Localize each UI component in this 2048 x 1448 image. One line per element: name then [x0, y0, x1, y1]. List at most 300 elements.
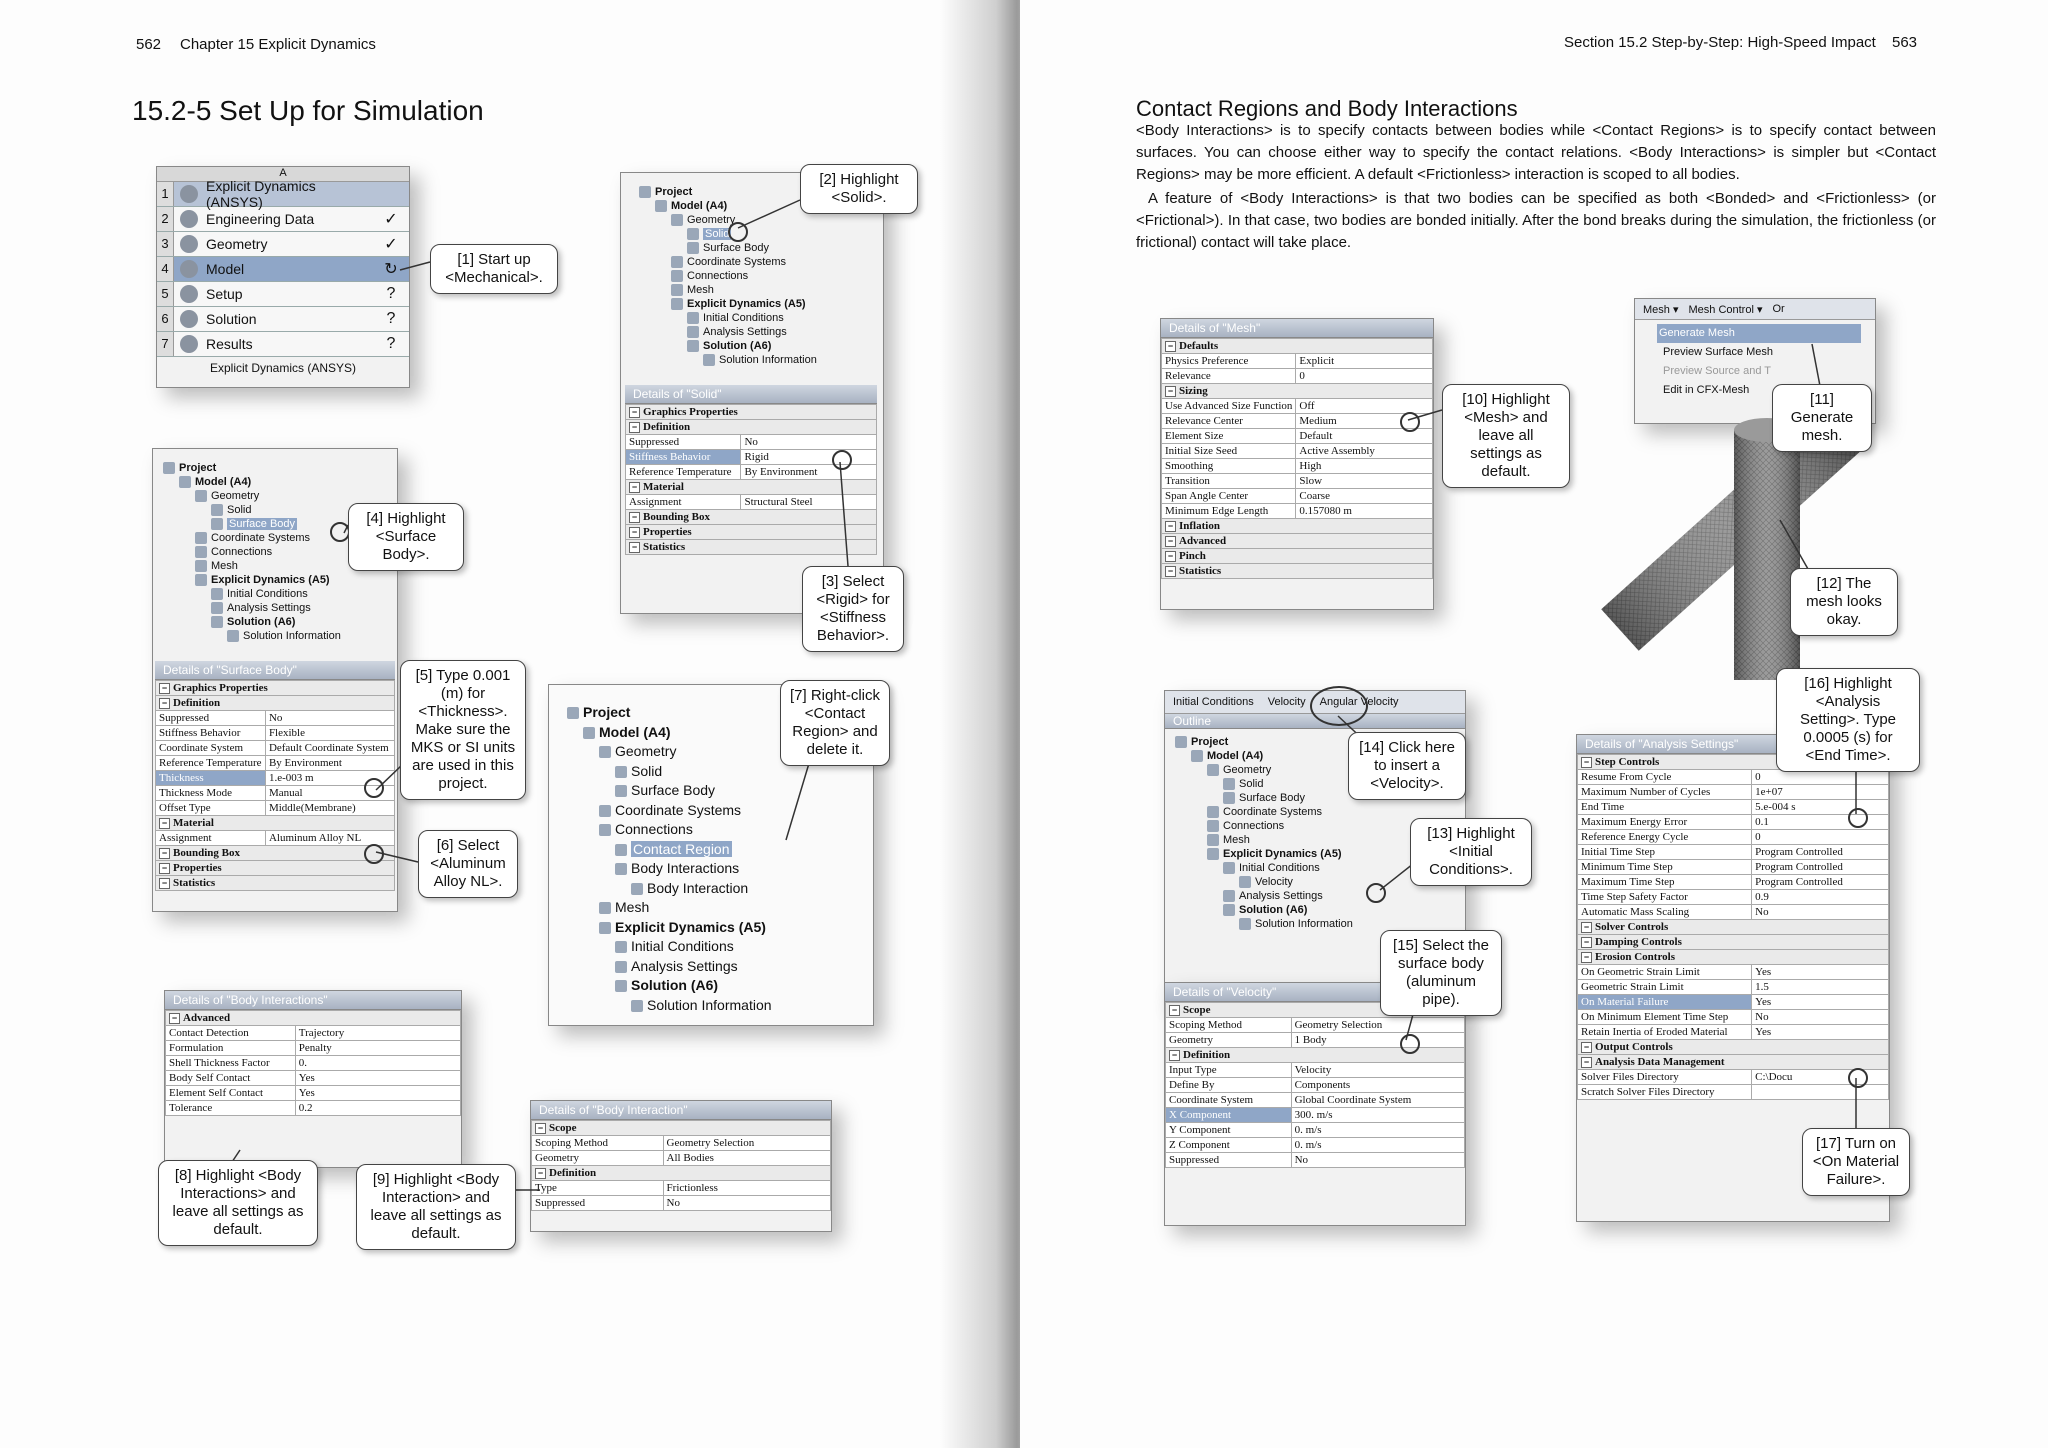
mesh-control-dropdown[interactable]: Mesh Control ▾ — [1688, 303, 1763, 316]
details-value[interactable]: No — [1291, 1153, 1464, 1168]
tree-node-label: Connections — [687, 270, 749, 282]
details-key: Stiffness Behavior — [626, 450, 741, 465]
status-icon: ✓ — [384, 236, 398, 253]
details-value[interactable]: Program Controlled — [1752, 860, 1889, 875]
details-value[interactable]: Default — [1296, 429, 1433, 444]
tree-node[interactable] — [1175, 917, 1353, 931]
group-label: Step Controls — [1595, 756, 1660, 768]
details-value[interactable]: Default Coordinate System — [265, 741, 394, 756]
details-row[interactable] — [532, 1196, 831, 1211]
tree-node[interactable] — [163, 503, 341, 517]
details-value[interactable]: Active Assembly — [1296, 444, 1433, 459]
tree-node[interactable] — [1175, 903, 1353, 917]
details-row[interactable] — [1162, 549, 1433, 564]
details-value[interactable]: Explicit — [1296, 354, 1433, 369]
expand-icon[interactable]: − — [159, 683, 170, 694]
details-value[interactable]: Velocity — [1291, 1063, 1464, 1078]
details-value[interactable]: 1 Body — [1291, 1033, 1464, 1048]
details-row[interactable] — [1162, 414, 1433, 429]
details-group[interactable] — [532, 1121, 831, 1136]
details-group[interactable] — [156, 816, 395, 831]
schematic-caption: Explicit Dynamics (ANSYS) — [209, 361, 357, 375]
tree-node[interactable] — [567, 996, 772, 1016]
details-row[interactable] — [1166, 1048, 1465, 1063]
menu-preview-source[interactable]: Preview Source and T — [1663, 365, 1772, 377]
expand-icon[interactable]: − — [159, 698, 170, 709]
details-value[interactable]: No — [1752, 1010, 1889, 1025]
toolbar-overflow[interactable]: Or — [1772, 303, 1785, 315]
details-group[interactable] — [156, 861, 395, 876]
expand-icon[interactable]: − — [629, 512, 640, 523]
details-row[interactable] — [1162, 519, 1433, 534]
details-row[interactable] — [1578, 1085, 1889, 1100]
details-row[interactable] — [1578, 995, 1889, 1010]
expand-icon[interactable]: − — [535, 1123, 546, 1134]
details-row[interactable] — [156, 741, 395, 756]
tree-node[interactable] — [567, 801, 772, 821]
tree-node[interactable] — [163, 461, 341, 475]
tree-node[interactable] — [163, 629, 341, 643]
expand-icon[interactable]: − — [629, 542, 640, 553]
details-row[interactable] — [1578, 1025, 1889, 1040]
status-icon: ? — [386, 285, 396, 302]
details-value[interactable]: 0 — [1296, 369, 1433, 384]
details-value[interactable]: Yes — [295, 1071, 460, 1086]
tree-node[interactable] — [567, 703, 772, 723]
details-row[interactable] — [1162, 429, 1433, 444]
details-value[interactable]: 1.5 — [1752, 980, 1889, 995]
tree-node[interactable] — [567, 957, 772, 977]
details-row[interactable] — [1578, 1040, 1889, 1055]
details-group[interactable] — [156, 696, 395, 711]
expand-icon[interactable]: − — [1169, 1005, 1180, 1016]
details-row[interactable] — [1578, 950, 1889, 965]
tree-node[interactable] — [1175, 861, 1353, 875]
callout-7: [7] Right-click <Contact Region> and delete it. — [780, 680, 890, 766]
details-row[interactable] — [1162, 474, 1433, 489]
expand-icon[interactable]: − — [169, 1013, 180, 1024]
details-row[interactable] — [1162, 534, 1433, 549]
details-row[interactable] — [1578, 830, 1889, 845]
details-row[interactable] — [1578, 1070, 1889, 1085]
tree-node[interactable] — [567, 859, 772, 879]
expand-icon[interactable]: − — [1581, 937, 1592, 948]
details-value[interactable]: Coarse — [1296, 489, 1433, 504]
tree-node[interactable] — [1175, 749, 1353, 763]
details-row[interactable] — [1166, 1153, 1465, 1168]
details-row[interactable] — [1162, 384, 1433, 399]
tree-node[interactable] — [639, 353, 817, 367]
tree-node-label: Surface Body — [631, 782, 716, 798]
details-row[interactable] — [532, 1166, 831, 1181]
details-row[interactable] — [1162, 339, 1433, 354]
row-label: Setup — [206, 286, 243, 302]
details-value[interactable]: Program Controlled — [1752, 875, 1889, 890]
details-row[interactable] — [1578, 875, 1889, 890]
tree-node-label: Solution Information — [243, 630, 341, 642]
details-row[interactable] — [1578, 1055, 1889, 1070]
expand-icon[interactable]: − — [1581, 1042, 1592, 1053]
tree-node[interactable] — [567, 898, 772, 918]
details-row[interactable] — [1166, 1108, 1465, 1123]
schematic-row[interactable] — [157, 207, 409, 232]
details-group[interactable] — [1578, 920, 1889, 935]
vertical-cylinder — [1734, 418, 1800, 680]
details-row[interactable] — [156, 861, 395, 876]
tree-node[interactable] — [567, 820, 772, 840]
details-row[interactable] — [1578, 785, 1889, 800]
mesh-dropdown[interactable]: Mesh ▾ — [1643, 303, 1679, 316]
details-value[interactable]: 0. — [295, 1056, 460, 1071]
details-group[interactable] — [156, 876, 395, 891]
details-row[interactable] — [1578, 800, 1889, 815]
details-value[interactable]: Geometry Selection — [1291, 1018, 1464, 1033]
tree-node[interactable] — [1175, 777, 1353, 791]
tree-node[interactable] — [567, 742, 772, 762]
schematic-row[interactable] — [157, 307, 409, 332]
details-key: Tolerance — [166, 1101, 296, 1116]
details-value[interactable]: Penalty — [295, 1041, 460, 1056]
details-group[interactable] — [1162, 519, 1433, 534]
tree-node[interactable] — [163, 559, 341, 573]
expand-icon[interactable]: − — [1165, 521, 1176, 532]
details-row[interactable] — [1578, 845, 1889, 860]
details-row[interactable] — [1162, 354, 1433, 369]
details-row[interactable] — [156, 771, 395, 786]
details-row[interactable] — [166, 1071, 461, 1086]
tree-node[interactable] — [1175, 889, 1353, 903]
tree-node[interactable] — [639, 255, 817, 269]
expand-icon[interactable]: − — [629, 527, 640, 538]
details-value[interactable]: Frictionless — [663, 1181, 830, 1196]
details-row[interactable] — [156, 696, 395, 711]
details-row[interactable] — [1166, 1138, 1465, 1153]
details-value[interactable]: No — [663, 1196, 830, 1211]
callout-13: [13] Highlight <Initial Conditions>. — [1410, 818, 1532, 886]
details-group[interactable] — [626, 480, 877, 495]
marker-aluminum — [364, 844, 384, 864]
details-row[interactable] — [166, 1041, 461, 1056]
details-value[interactable]: 0.1 — [1752, 815, 1889, 830]
tree-node[interactable] — [639, 311, 817, 325]
tree-node[interactable] — [163, 587, 341, 601]
details-row[interactable] — [166, 1026, 461, 1041]
details-value[interactable]: Global Coordinate System — [1291, 1093, 1464, 1108]
details-row[interactable] — [1578, 920, 1889, 935]
marker-surface-body — [330, 522, 350, 542]
tree-node[interactable] — [163, 601, 341, 615]
tree-node[interactable] — [163, 489, 341, 503]
tree-node[interactable] — [567, 762, 772, 782]
details-group[interactable] — [626, 405, 877, 420]
tree-node[interactable] — [1175, 763, 1353, 777]
details-value[interactable]: 300. m/s — [1291, 1108, 1464, 1123]
details-value[interactable]: Flexible — [265, 726, 394, 741]
tree-node[interactable] — [639, 185, 817, 199]
details-group[interactable] — [1578, 1055, 1889, 1070]
details-value[interactable]: 0.9 — [1752, 890, 1889, 905]
details-group[interactable] — [1166, 1048, 1465, 1063]
expand-icon[interactable]: − — [159, 848, 170, 859]
details-velocity-table — [1165, 1002, 1465, 1168]
details-value[interactable]: Slow — [1296, 474, 1433, 489]
details-row[interactable] — [626, 540, 877, 555]
details-row[interactable] — [166, 1086, 461, 1101]
expand-icon[interactable]: − — [1165, 341, 1176, 352]
details-group[interactable] — [626, 420, 877, 435]
schematic-row[interactable] — [157, 178, 409, 210]
details-value[interactable]: Geometry Selection — [663, 1136, 830, 1151]
details-row[interactable] — [1162, 444, 1433, 459]
details-value[interactable]: 0. m/s — [1291, 1123, 1464, 1138]
details-value[interactable]: Yes — [1752, 1025, 1889, 1040]
details-row[interactable] — [1578, 980, 1889, 995]
tree-node-label: Coordinate Systems — [1223, 806, 1323, 818]
expand-icon[interactable]: − — [1581, 952, 1592, 963]
details-value[interactable] — [1752, 1085, 1889, 1100]
details-value[interactable]: By Environment — [265, 756, 394, 771]
tree-node-label: Connections — [211, 546, 273, 558]
details-value[interactable]: Trajectory — [295, 1026, 460, 1041]
tree-node[interactable] — [567, 840, 772, 860]
details-row[interactable] — [532, 1136, 831, 1151]
details-row[interactable] — [1166, 1063, 1465, 1078]
angular-velocity-button[interactable]: Angular Velocity — [1319, 696, 1399, 708]
details-row[interactable] — [1162, 399, 1433, 414]
details-row[interactable] — [156, 786, 395, 801]
expand-icon[interactable]: − — [629, 422, 640, 433]
details-row[interactable] — [1162, 369, 1433, 384]
details-group[interactable] — [1162, 534, 1433, 549]
details-group[interactable] — [166, 1011, 461, 1026]
tree-node[interactable] — [1175, 847, 1353, 861]
expand-icon[interactable]: − — [1165, 566, 1176, 577]
details-row[interactable] — [1166, 1123, 1465, 1138]
details-value[interactable]: 1.e-003 m — [265, 771, 394, 786]
details-group[interactable] — [1162, 384, 1433, 399]
details-row[interactable] — [156, 711, 395, 726]
expand-icon[interactable]: − — [1581, 757, 1592, 768]
tree-node[interactable] — [567, 781, 772, 801]
details-row[interactable] — [1166, 1093, 1465, 1108]
details-value[interactable]: Medium — [1296, 414, 1433, 429]
details-row[interactable] — [532, 1121, 831, 1136]
details-row[interactable] — [166, 1101, 461, 1116]
tree-node[interactable] — [567, 918, 772, 938]
details-row[interactable] — [1578, 815, 1889, 830]
details-value[interactable]: Yes — [1752, 995, 1889, 1010]
tree-node[interactable] — [163, 545, 341, 559]
details-row[interactable] — [156, 801, 395, 816]
details-row[interactable] — [626, 510, 877, 525]
details-row[interactable] — [156, 831, 395, 846]
tree-node-icon — [599, 902, 611, 914]
expand-icon[interactable]: − — [1169, 1050, 1180, 1061]
tree-node[interactable] — [1175, 735, 1353, 749]
tree-node-icon — [1207, 834, 1219, 846]
details-group[interactable] — [1162, 339, 1433, 354]
details-row[interactable] — [156, 681, 395, 696]
tree-node[interactable] — [163, 531, 341, 545]
tree-node[interactable] — [639, 325, 817, 339]
tree-node[interactable] — [1175, 819, 1353, 833]
details-value[interactable]: All Bodies — [663, 1151, 830, 1166]
details-row[interactable] — [1578, 935, 1889, 950]
tree-node[interactable] — [567, 723, 772, 743]
details-row[interactable] — [1162, 564, 1433, 579]
group-label: Defaults — [1179, 340, 1219, 352]
details-group[interactable] — [1162, 564, 1433, 579]
details-row[interactable] — [156, 816, 395, 831]
schematic-row[interactable] — [157, 232, 409, 257]
schematic-row[interactable] — [157, 257, 409, 282]
details-value[interactable]: No — [741, 435, 877, 450]
expand-icon[interactable]: − — [629, 407, 640, 418]
details-row[interactable] — [1578, 1010, 1889, 1025]
details-value[interactable]: No — [1752, 905, 1889, 920]
expand-icon[interactable]: − — [535, 1168, 546, 1179]
schematic-row[interactable] — [157, 282, 409, 307]
menu-edit-cfx-mesh[interactable]: Edit in CFX-Mesh — [1663, 384, 1750, 396]
expand-icon[interactable]: − — [159, 863, 170, 874]
details-value[interactable]: Yes — [1752, 965, 1889, 980]
expand-icon[interactable]: − — [159, 878, 170, 889]
details-row[interactable] — [626, 495, 877, 510]
details-row[interactable] — [626, 435, 877, 450]
details-row[interactable] — [1162, 504, 1433, 519]
tree-node-label: Solution (A6) — [631, 977, 719, 993]
details-row[interactable] — [156, 846, 395, 861]
expand-icon[interactable]: − — [1165, 536, 1176, 547]
details-row[interactable] — [156, 756, 395, 771]
details-row[interactable] — [626, 420, 877, 435]
menu-generate-mesh[interactable]: Generate Mesh — [1657, 324, 1861, 343]
details-row[interactable] — [1162, 459, 1433, 474]
details-value[interactable]: 1e+07 — [1752, 785, 1889, 800]
schematic-row[interactable] — [157, 332, 409, 357]
details-row[interactable] — [1166, 1018, 1465, 1033]
details-value[interactable]: By Environment — [741, 465, 877, 480]
tree-node[interactable] — [1175, 875, 1353, 889]
details-value[interactable]: Aluminum Alloy NL — [265, 831, 394, 846]
details-value[interactable]: 5.e-004 s — [1752, 800, 1889, 815]
details-group[interactable] — [1578, 1040, 1889, 1055]
expand-icon[interactable]: − — [1165, 551, 1176, 562]
details-row[interactable] — [156, 876, 395, 891]
tree-node[interactable] — [163, 517, 341, 531]
details-key: Type — [532, 1181, 664, 1196]
tree-node[interactable] — [639, 269, 817, 283]
details-row[interactable] — [626, 525, 877, 540]
velocity-button[interactable]: Velocity — [1267, 696, 1306, 708]
tree-node[interactable] — [639, 283, 817, 297]
tree-node[interactable] — [567, 879, 772, 899]
details-value[interactable]: Middle(Membrane) — [265, 801, 394, 816]
details-solid-table — [625, 404, 877, 555]
details-row[interactable] — [1578, 965, 1889, 980]
details-group[interactable] — [1578, 935, 1889, 950]
details-group[interactable] — [156, 846, 395, 861]
details-row[interactable] — [156, 726, 395, 741]
details-value[interactable]: Program Controlled — [1752, 845, 1889, 860]
details-value[interactable]: Rigid — [741, 450, 877, 465]
details-group[interactable] — [626, 510, 877, 525]
tree-node[interactable] — [1175, 805, 1353, 819]
tree-node[interactable] — [639, 199, 817, 213]
initial-conditions-menu[interactable]: Initial Conditions — [1173, 696, 1254, 708]
details-group[interactable] — [1578, 950, 1889, 965]
tree-node[interactable] — [163, 615, 341, 629]
details-value[interactable]: 0 — [1752, 770, 1889, 785]
details-row[interactable] — [1578, 860, 1889, 875]
body-interactions-panel — [164, 990, 462, 1168]
details-value[interactable]: High — [1296, 459, 1433, 474]
tree-node-label: Project — [1191, 736, 1229, 748]
details-value[interactable]: Components — [1291, 1078, 1464, 1093]
details-value[interactable]: 0 — [1752, 830, 1889, 845]
expand-icon[interactable]: − — [1581, 1057, 1592, 1068]
tree-node[interactable] — [639, 339, 817, 353]
details-row[interactable] — [1162, 489, 1433, 504]
details-group[interactable] — [1162, 549, 1433, 564]
details-value[interactable]: 0.157080 m — [1296, 504, 1433, 519]
gear-icon — [180, 210, 198, 228]
details-value[interactable]: Structural Steel — [741, 495, 877, 510]
tree-node-icon — [163, 462, 175, 474]
details-value[interactable]: No — [265, 711, 394, 726]
details-group[interactable] — [626, 525, 877, 540]
tree-node[interactable] — [163, 475, 341, 489]
details-row[interactable] — [166, 1011, 461, 1026]
details-row[interactable] — [626, 405, 877, 420]
tree-node[interactable] — [1175, 833, 1353, 847]
tree-node[interactable] — [567, 937, 772, 957]
details-value[interactable]: Manual — [265, 786, 394, 801]
details-value[interactable]: Off — [1296, 399, 1433, 414]
details-bi-plural-table — [165, 1010, 461, 1116]
details-key: X Component — [1166, 1108, 1292, 1123]
section-heading: Contact Regions and Body Interactions — [1136, 96, 1518, 121]
details-value[interactable]: C:\Docu — [1752, 1070, 1889, 1085]
expand-icon[interactable]: − — [159, 818, 170, 829]
details-row[interactable] — [166, 1056, 461, 1071]
tree-node[interactable] — [639, 213, 817, 227]
details-key: Relevance — [1162, 369, 1296, 384]
details-group[interactable] — [532, 1166, 831, 1181]
expand-icon[interactable]: − — [1581, 922, 1592, 933]
details-row[interactable] — [532, 1181, 831, 1196]
details-row[interactable] — [1578, 890, 1889, 905]
details-group[interactable] — [626, 540, 877, 555]
expand-icon[interactable]: − — [1165, 386, 1176, 397]
details-row[interactable] — [1578, 905, 1889, 920]
details-row[interactable] — [1166, 1078, 1465, 1093]
details-value[interactable]: 0. m/s — [1291, 1138, 1464, 1153]
details-key: Reference Energy Cycle — [1578, 830, 1752, 845]
expand-icon[interactable]: − — [629, 482, 640, 493]
details-value[interactable]: Yes — [295, 1086, 460, 1101]
menu-preview-surface-mesh[interactable]: Preview Surface Mesh — [1663, 346, 1774, 358]
details-value[interactable]: 0.2 — [295, 1101, 460, 1116]
details-group[interactable] — [156, 681, 395, 696]
details-row[interactable] — [532, 1151, 831, 1166]
tree-node[interactable] — [567, 976, 772, 996]
tree-node[interactable] — [639, 297, 817, 311]
tree-node[interactable] — [163, 573, 341, 587]
details-row[interactable] — [626, 480, 877, 495]
tree-node[interactable] — [1175, 791, 1353, 805]
tree-node[interactable] — [639, 241, 817, 255]
